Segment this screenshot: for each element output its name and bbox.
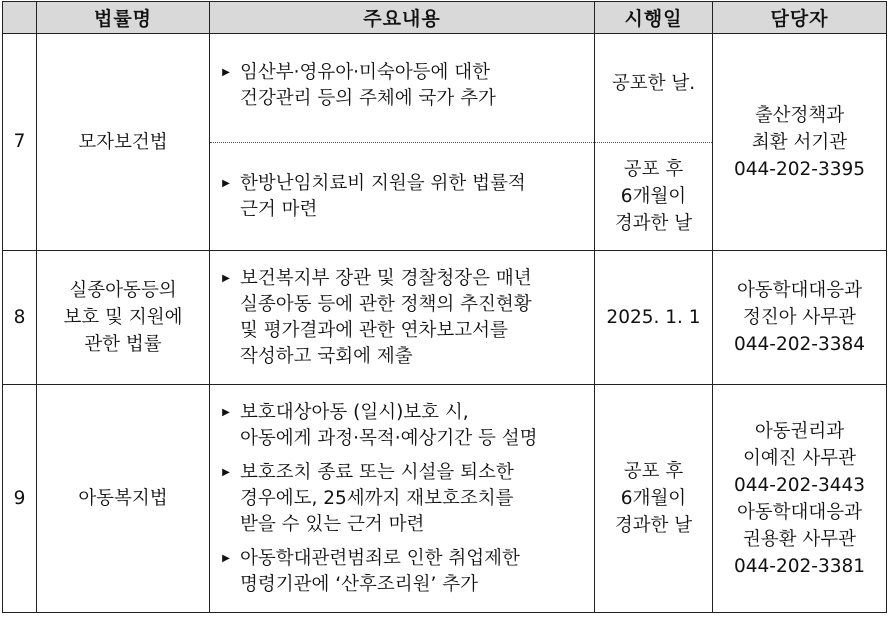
header-row xyxy=(3,2,887,34)
content-line: 받을 수 있는 근거 마련 xyxy=(240,513,425,535)
triangle-right-icon: ▶ xyxy=(222,177,230,189)
content-line: 경우에도, 25세까지 재보호조치를 xyxy=(240,487,514,509)
content-cell xyxy=(210,34,595,143)
content-cell xyxy=(210,251,595,385)
effective-date: 2025. 1. 1 xyxy=(595,251,713,385)
content-line: 건강관리 등의 주체에 국가 추가 xyxy=(240,88,496,109)
date-line: 공포 후 xyxy=(623,159,684,180)
triangle-right-icon: ▶ xyxy=(222,552,230,564)
effective-date: 공포한 날. xyxy=(595,34,713,143)
law-name-line: 보호 및 지원에 xyxy=(63,307,183,328)
contact-dept: 출산정책과 xyxy=(754,104,845,126)
table-row-8 xyxy=(3,251,887,385)
content-line: 한방난임치료비 지원을 위한 법률적 xyxy=(240,172,526,194)
law-name: 아동복지법 xyxy=(37,385,210,613)
table-row-7a xyxy=(3,34,887,143)
contact-name: 이예진 사무관 xyxy=(742,447,857,469)
content-line: 아동학대관련범죄로 인한 취업제한 xyxy=(240,547,520,569)
content-line: 작성하고 국회에 제출 xyxy=(240,345,413,367)
content-item xyxy=(220,460,594,538)
triangle-right-icon: ▶ xyxy=(222,406,230,418)
header-law-name: 법률명 xyxy=(37,2,210,34)
contact-tel: 044-202-3384 xyxy=(733,334,866,355)
triangle-right-icon: ▶ xyxy=(222,272,230,284)
content-line: 보건복지부 장관 및 경찰청장은 매년 xyxy=(240,267,532,289)
content-item xyxy=(220,171,594,223)
content-line: 및 평가결과에 관한 연차보고서를 xyxy=(240,319,508,341)
content-line: 실종아동 등에 관한 정책의 추진현황 xyxy=(240,293,532,315)
contact-cell xyxy=(713,251,887,385)
date-line: 6개월이 xyxy=(620,186,687,207)
header-effective-date: 시행일 xyxy=(595,2,713,34)
date-line: 공포 후 xyxy=(623,461,684,482)
content-item xyxy=(220,546,594,598)
contact-name: 권용환 사무관 xyxy=(742,528,857,550)
table-row-9 xyxy=(3,385,887,613)
contact-dept: 아동학대대응과 xyxy=(736,501,863,523)
content-line: 보호대상아동 (일시)보호 시, xyxy=(240,401,469,423)
content-line: 보호조치 종료 또는 시설을 퇴소한 xyxy=(240,461,514,483)
contact-tel: 044-202-3381 xyxy=(733,555,866,577)
law-name xyxy=(37,251,210,385)
content-item xyxy=(220,400,594,452)
content-line: 아동에게 과정·목적·예상기간 등 설명 xyxy=(240,427,538,449)
triangle-right-icon: ▶ xyxy=(222,466,230,478)
date-line: 6개월이 xyxy=(620,488,687,509)
content-cell xyxy=(210,385,595,613)
effective-date xyxy=(595,385,713,613)
law-table xyxy=(2,1,887,613)
content-cell xyxy=(210,143,595,251)
contact-tel: 044-202-3443 xyxy=(733,474,866,496)
header-contact: 담당자 xyxy=(713,2,887,34)
row-number: 8 xyxy=(3,251,37,385)
content-line: 임산부·영유아·미숙아등에 대한 xyxy=(240,62,490,83)
contact-cell xyxy=(713,34,887,251)
triangle-right-icon: ▶ xyxy=(222,67,230,78)
contact-name: 정진아 사무관 xyxy=(742,307,857,328)
law-name-line: 관한 법률 xyxy=(84,334,162,355)
row-number: 9 xyxy=(3,385,37,613)
header-number xyxy=(3,2,37,34)
law-name: 모자보건법 xyxy=(37,34,210,251)
content-item xyxy=(220,60,594,112)
contact-dept: 아동권리과 xyxy=(754,420,845,442)
content-line: 근거 마련 xyxy=(240,198,318,220)
contact-name: 최환 서기관 xyxy=(751,131,848,153)
contact-cell xyxy=(713,385,887,613)
law-name-line: 실종아동등의 xyxy=(69,280,177,301)
date-line: 경과한 날 xyxy=(614,515,693,536)
effective-date xyxy=(595,143,713,251)
date-line: 경과한 날 xyxy=(614,213,693,234)
header-main-content: 주요내용 xyxy=(210,2,595,34)
row-number: 7 xyxy=(3,34,37,251)
contact-dept: 아동학대대응과 xyxy=(736,280,863,301)
content-line: 명령기관에 ‘산후조리원’ 추가 xyxy=(240,573,478,595)
contact-tel: 044-202-3395 xyxy=(733,158,866,180)
content-item xyxy=(220,266,594,370)
